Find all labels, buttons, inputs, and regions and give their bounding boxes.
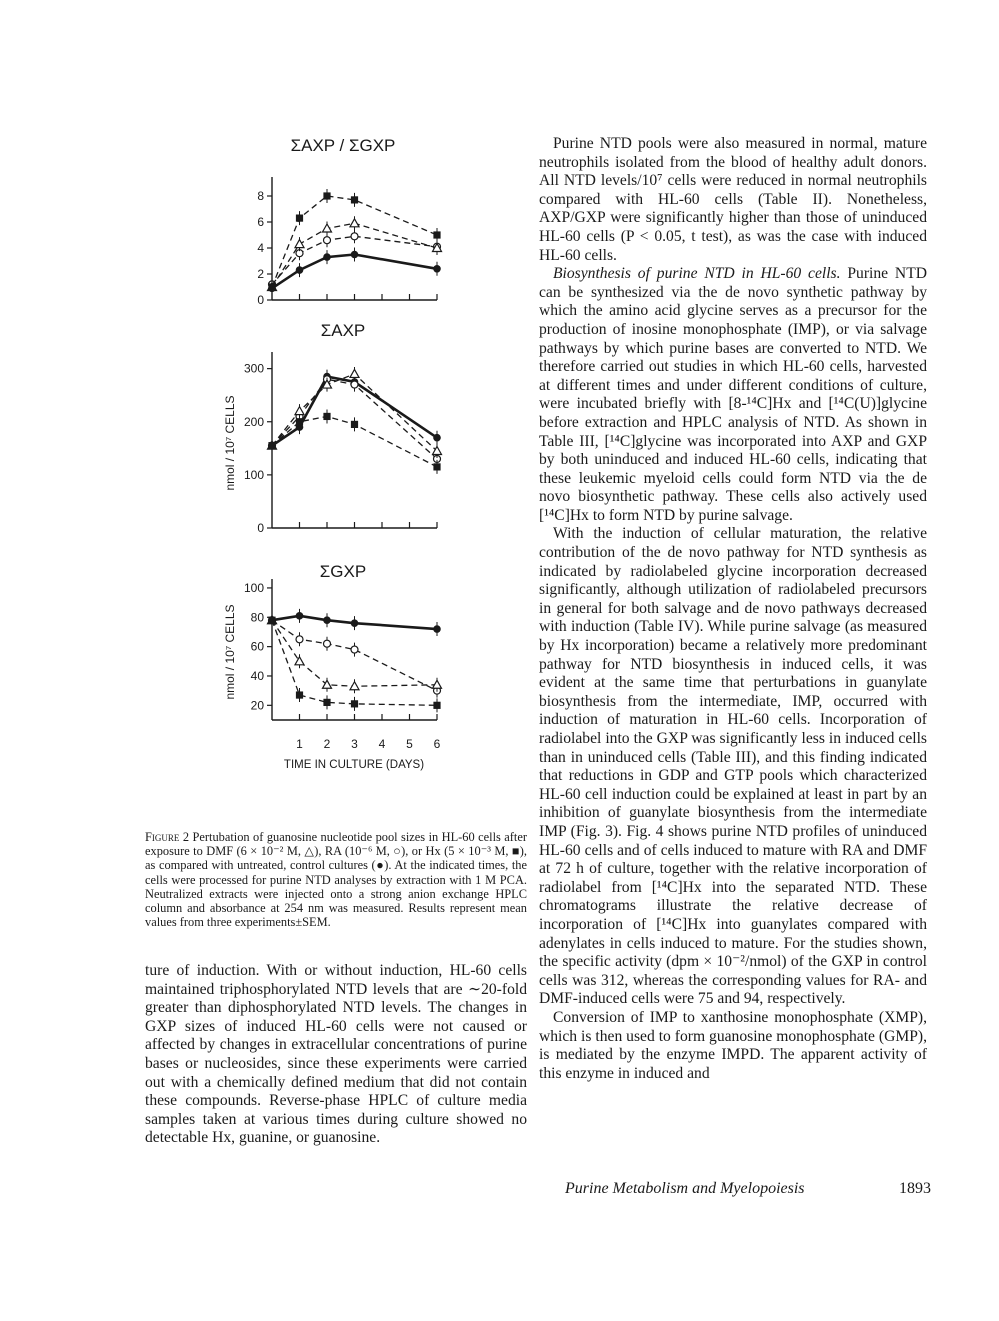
data-point — [351, 196, 358, 203]
running-head: Purine Metabolism and Myelopoiesis — [565, 1180, 805, 1197]
data-point — [323, 699, 330, 706]
x-tick-label: 2 — [323, 737, 331, 751]
x-tick-label: 6 — [433, 737, 441, 751]
y-tick-label: 0 — [257, 293, 264, 307]
data-point — [323, 616, 331, 624]
figure-caption — [145, 830, 527, 929]
panel-title: ΣAXP / ΣGXP — [290, 136, 396, 155]
right-paragraph-1: Purine NTD pools were also measured in normal, mature neutrophils isolated from the blood of healthy adult donors. All NTD levels/10⁷ cells were reduced in normal neutrophils compared with HL-60 cells (Table II). Nonetheless, AXP/GXP were significantly higher than those of uninduced HL-60 cells (P < 0.05, t test), as was the case with induced HL-60 cells. — [539, 135, 927, 264]
right-paragraph-4: Conversion of IMP to xanthosine monophosphate (XMP), which is then used to form guanosine monophosphate (GMP), is mediated by the enzyme IMPD. The apparent activity of this enzyme in induced and — [539, 1008, 927, 1082]
x-tick-label: 1 — [296, 737, 303, 751]
data-point — [296, 636, 303, 643]
data-point — [268, 283, 275, 290]
x-axis-title: TIME IN CULTURE (DAYS) — [283, 759, 425, 771]
section-heading: Biosynthesis of purine NTD in HL-60 cells. — [553, 265, 841, 283]
y-tick-label: 200 — [243, 414, 264, 429]
data-point — [295, 657, 304, 665]
series-control — [268, 609, 441, 636]
data-point — [433, 231, 440, 238]
y-tick-label: 0 — [257, 521, 264, 535]
y-tick-label: 2 — [257, 267, 264, 281]
data-point — [433, 434, 441, 442]
page-number: 1893 — [899, 1180, 931, 1197]
left-paragraph-1: ture of induction. With or without induction, HL-60 cells maintained triphosphorylated NTD levels that are ∼20-fold greater than diphosphorylated NTD levels. The changes in GXP sizes of induced HL-60 cells were not caused or affected by changes in extracellular concentrations of purine bases or nucleosides, since these experiments were carried out with a chemically defined medium that did not contain these compounds. Reverse-phase HPLC of culture media samples taken at various times during culture showed no detectable Hx, guanine, or guanosine. — [145, 962, 527, 1147]
data-point — [351, 646, 358, 653]
y-tick-label: 80 — [250, 610, 264, 625]
y-tick-label: 6 — [257, 215, 264, 229]
panel-title: ΣGXP — [319, 562, 367, 581]
data-point — [351, 700, 358, 707]
data-point — [433, 625, 441, 633]
x-tick-label: 5 — [406, 737, 413, 751]
data-point — [351, 381, 358, 388]
x-tick-label: 3 — [351, 737, 358, 751]
page-footer — [565, 1180, 931, 1198]
data-point — [350, 369, 359, 377]
panel-gxp — [223, 562, 442, 720]
data-point — [323, 413, 330, 420]
y-tick-label: 100 — [243, 467, 264, 482]
data-point — [268, 442, 275, 449]
data-point — [268, 617, 275, 624]
x-tick-label: 4 — [378, 737, 386, 751]
panel-axp — [223, 321, 442, 535]
data-point — [433, 463, 440, 470]
data-point — [351, 619, 359, 627]
y-tick-label: 20 — [250, 698, 264, 713]
data-point — [433, 702, 440, 709]
y-tick-label: 100 — [243, 580, 264, 595]
data-point — [296, 612, 304, 620]
data-point — [324, 237, 331, 244]
data-point — [324, 640, 331, 647]
series-DMF — [268, 367, 442, 458]
left-column — [145, 962, 527, 1148]
data-point — [351, 233, 358, 240]
data-point — [323, 253, 331, 261]
data-point — [296, 418, 303, 425]
data-point — [296, 215, 303, 222]
right-paragraph-3: With the induction of cellular maturation, the relative contribution of the de novo pathway for NTD synthesis as indicated by radiolabeled glycine incorporation decreased significantly, although utilization of radiolabeled precursors in general for both salvage and de novo pathways decreased with induction (Table IV). While purine salvage (as measured by Hx incorporation) became a relatively more predominant pathway for NTD biosynthesis in induced cells, it was evident at the same time that perturbations in guanylate biosynthesis from the intermediate, IMP, occurred with induction of maturation in HL-60 cells. Incorporation of radiolabel into the GXP was significantly less in induced cells than in uninduced cells (Table III), and this finding indicated that reductions in GDP and GTP pools which characterized HL-60 cell induction could be explained at least in part by an inhibition of guanylate biosynthesis from the intermediate IMP (Fig. 3). Fig. 4 shows purine NTD profiles of uninduced HL-60 cells and of cells induced to mature with RA and DMF at 72 h of culture, together with the relative incorporation of radiolabel from [¹⁴C]Hx into the separated NTD. These chromatograms illustrate the relative decrease of incorporation of [¹⁴C]Hx into guanylates compared with adenylates in cells induced to mature. For the studies shown, the specific activity (dpm × 10⁻²/nmol) of the GXP in control cells was 312, whereas the corresponding values for RA- and DMF-induced cells were 75 and 94, respectively. — [539, 525, 927, 1008]
y-tick-label: 300 — [243, 361, 264, 376]
y-tick-label: 8 — [257, 189, 264, 203]
data-point — [351, 421, 358, 428]
caption-label: Figure 2 — [145, 830, 190, 844]
y-axis-title: nmol / 10⁷ CELLS — [223, 604, 237, 700]
data-point — [296, 266, 304, 274]
y-axis-title: nmol / 10⁷ CELLS — [223, 395, 237, 491]
right-paragraph-2-body: Purine NTD can be synthesized via the de novo synthetic pathway by which the amino acid glycine serves as a precursor for the production of inosine monophosphate (IMP), or via salvage pathways by which purine bases are converted to NTD. We therefore carried out studies in which HL-60 cells, harvested at different times and under different conditions of culture, were incubated briefly with [8-¹⁴C]Hx and [¹⁴C(U)]glycine before extraction and HPLC analysis of NTD. As shown in Table III, [¹⁴C]glycine was incorporated into AXP and GXP by both uninduced and induced HL-60 cells, indicating that these leukemic myeloid cells could form NTD via the de novo biosynthetic pathway. These cells also actively used [¹⁴C]Hx to form NTD by purine salvage. — [539, 265, 927, 524]
caption-text: Pertubation of guanosine nucleotide pool sizes in HL-60 cells after exposure to DMF (6 × 10⁻² M, △), RA (10⁻⁶ M, ○), or Hx (5 × 10⁻³ M, ■), as compared with untreated, control cultures (●). At the indicated times, the cells were processed for purine NTD analyses by extraction with 1 M PCA. Neutralized extracts were injected onto a strong anion exchange HPLC column and absorbance at 254 nm was measured. Results represent mean values from three experiments±SEM. — [145, 830, 527, 930]
x-axis-labels — [296, 737, 441, 751]
data-point — [295, 407, 304, 415]
right-paragraph-2 — [539, 265, 927, 525]
series-control — [268, 248, 441, 296]
y-tick-label: 4 — [257, 241, 264, 255]
data-point — [295, 240, 304, 248]
y-tick-label: 60 — [250, 639, 264, 654]
panel-axp-gxp-ratio — [257, 136, 441, 307]
data-point — [323, 192, 330, 199]
data-point — [350, 682, 359, 690]
data-point — [351, 251, 359, 259]
data-point — [296, 691, 303, 698]
panel-title: ΣAXP — [320, 321, 366, 340]
right-column — [539, 135, 927, 1083]
y-tick-label: 40 — [250, 668, 264, 683]
data-point — [433, 265, 441, 273]
series-Hx — [268, 409, 440, 473]
data-point — [350, 219, 359, 227]
